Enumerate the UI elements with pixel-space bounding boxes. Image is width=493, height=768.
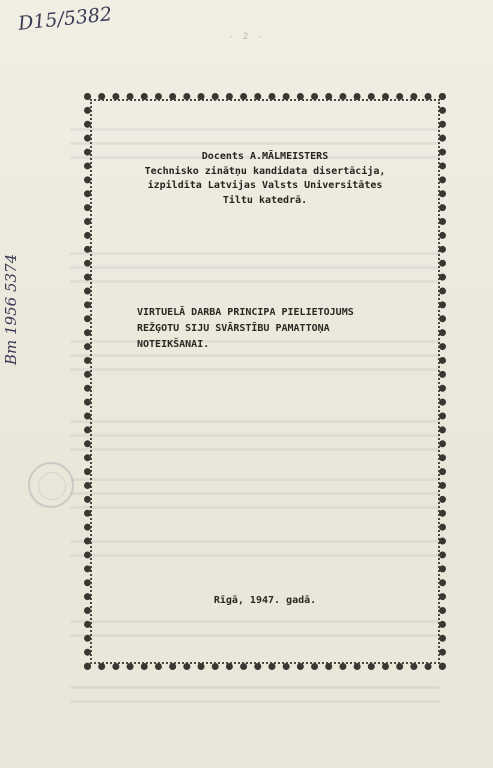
archive-mark: D15/5382 [17, 3, 114, 35]
bleed-through-line [70, 686, 440, 689]
title-line: NOTEIKŠANAI. [137, 339, 210, 350]
department-line: Tiltu katedrā. [222, 194, 308, 206]
title-line: VIRTUELĀ DARBA PRINCIPA PIELIETOJUMS [137, 307, 354, 318]
title-line: REŽĢOTU SIJU SVĀRSTĪBU PAMATTOŅA [137, 323, 330, 334]
faded-stamp [28, 462, 74, 508]
side-archive-mark: Bm 1956 5374 [2, 253, 20, 365]
dissertation-line: Technisko zinātņu kandidata disertācija, [144, 165, 386, 177]
bleed-through-line [70, 700, 440, 703]
dissertation-title [100, 305, 430, 353]
page-number: - 2 - [228, 32, 266, 42]
place-date: Rīgā, 1947. gadā. [213, 595, 317, 606]
institution-line: izpildīta Latvijas Valsts Universitātes [147, 180, 383, 191]
author-line: Docents A.MĀLMEISTERS [201, 151, 329, 162]
header-block [100, 150, 430, 208]
